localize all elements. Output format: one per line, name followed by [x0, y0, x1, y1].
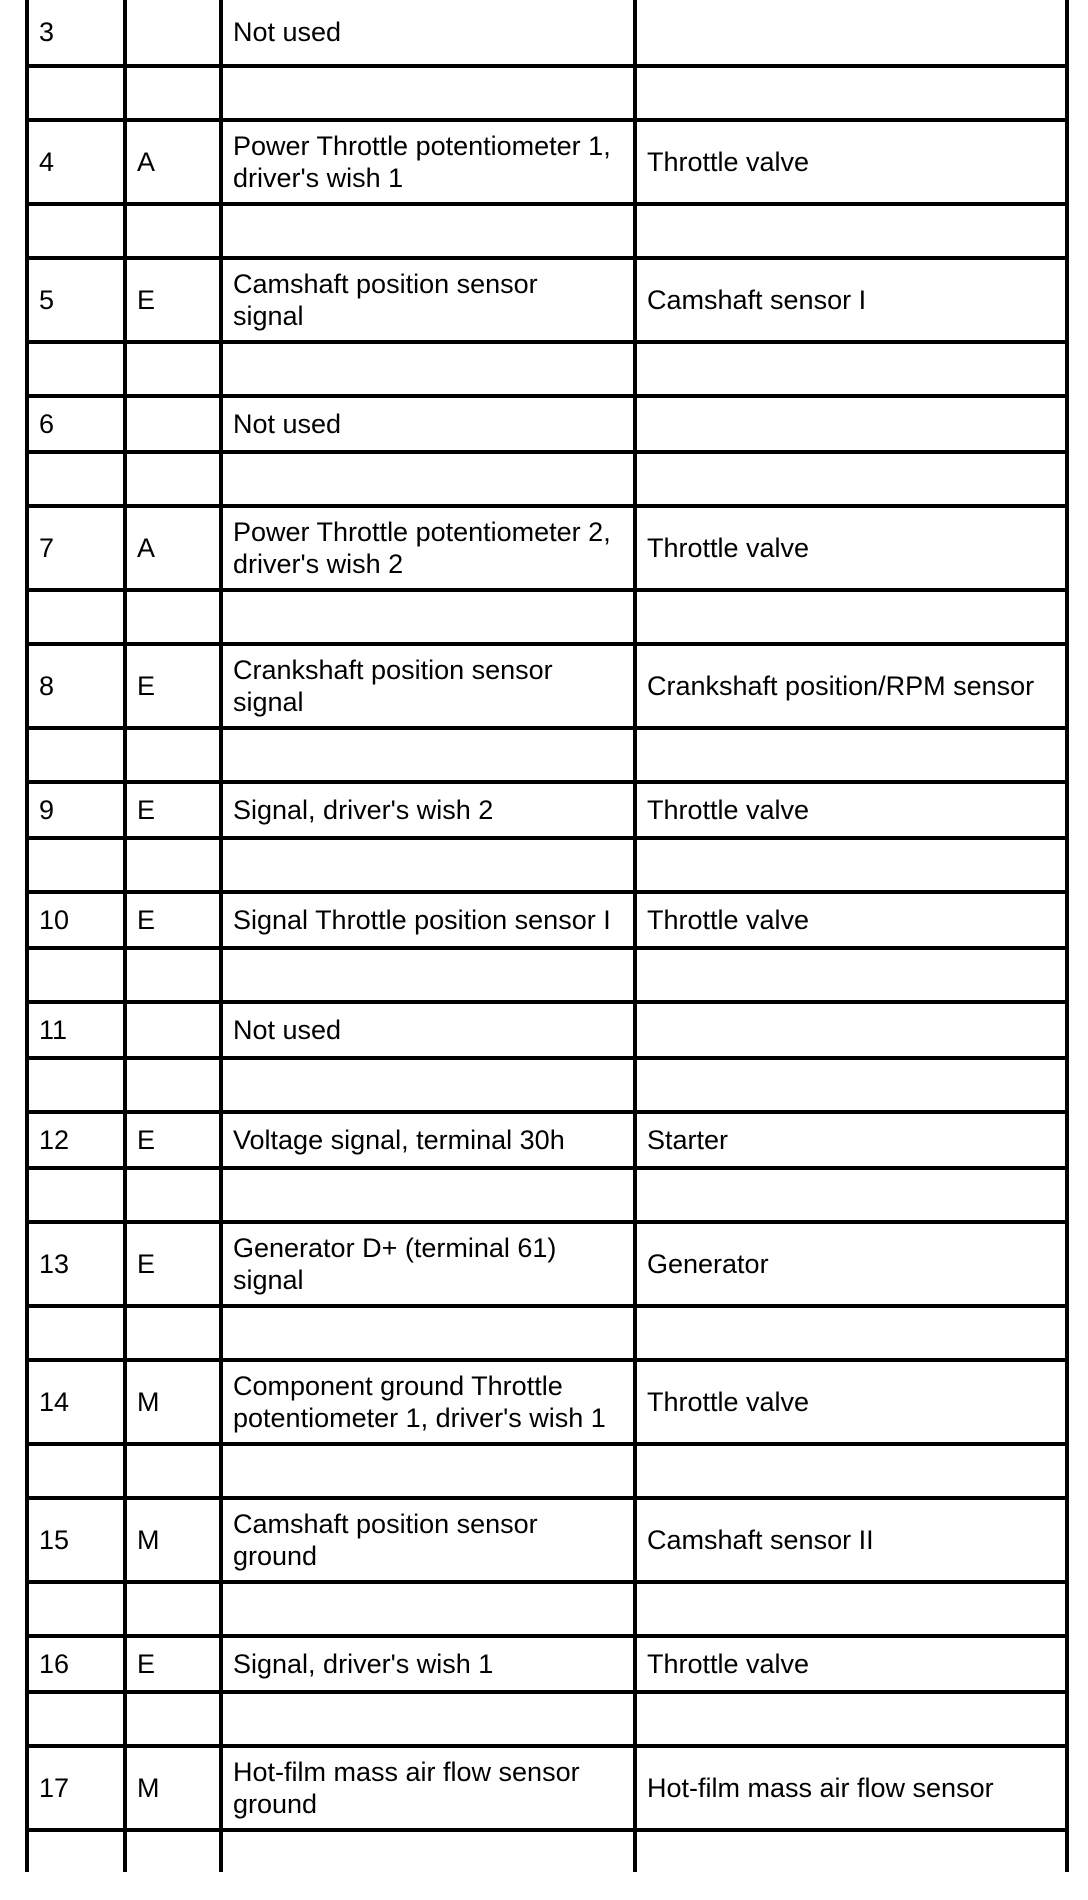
- pin-number-cell: 10: [27, 892, 125, 948]
- component-cell: Camshaft sensor II: [635, 1498, 1067, 1582]
- spacer-row: [27, 1058, 1067, 1112]
- spacer-cell: [221, 1830, 635, 1872]
- component-cell: [635, 1002, 1067, 1058]
- signal-type-cell: E: [125, 258, 221, 342]
- signal-type-cell: M: [125, 1746, 221, 1830]
- spacer-cell: [221, 66, 635, 120]
- spacer-cell: [221, 948, 635, 1002]
- spacer-cell: [125, 1692, 221, 1746]
- spacer-cell: [635, 948, 1067, 1002]
- spacer-cell: [221, 1168, 635, 1222]
- spacer-cell: [27, 1306, 125, 1360]
- spacer-cell: [125, 948, 221, 1002]
- pin-number-cell: 11: [27, 1002, 125, 1058]
- spacer-cell: [125, 1582, 221, 1636]
- component-cell: Throttle valve: [635, 120, 1067, 204]
- signal-type-cell: A: [125, 506, 221, 590]
- spacer-row: [27, 1830, 1067, 1872]
- spacer-cell: [635, 1692, 1067, 1746]
- spacer-cell: [635, 1830, 1067, 1872]
- spacer-row: [27, 66, 1067, 120]
- spacer-cell: [125, 1306, 221, 1360]
- description-cell: Not used: [221, 1002, 635, 1058]
- description-cell: Camshaft position sensor ground: [221, 1498, 635, 1582]
- spacer-cell: [27, 1444, 125, 1498]
- spacer-cell: [27, 590, 125, 644]
- pin-table-body: [27, 0, 1067, 1872]
- description-cell: Generator D+ (terminal 61) signal: [221, 1222, 635, 1306]
- signal-type-cell: E: [125, 1636, 221, 1692]
- pin-number-cell: 9: [27, 782, 125, 838]
- table-row: [27, 506, 1067, 590]
- table-row: [27, 120, 1067, 204]
- spacer-cell: [635, 452, 1067, 506]
- spacer-row: [27, 1692, 1067, 1746]
- spacer-row: [27, 1168, 1067, 1222]
- component-cell: Generator: [635, 1222, 1067, 1306]
- spacer-row: [27, 590, 1067, 644]
- description-cell: Not used: [221, 0, 635, 66]
- table-row: [27, 1112, 1067, 1168]
- signal-type-cell: [125, 396, 221, 452]
- spacer-cell: [125, 1830, 221, 1872]
- signal-type-cell: M: [125, 1360, 221, 1444]
- component-cell: Starter: [635, 1112, 1067, 1168]
- description-cell: Power Throttle potentiometer 2, driver's wish 2: [221, 506, 635, 590]
- component-cell: [635, 396, 1067, 452]
- component-cell: Throttle valve: [635, 1636, 1067, 1692]
- description-cell: Voltage signal, terminal 30h: [221, 1112, 635, 1168]
- spacer-cell: [27, 204, 125, 258]
- spacer-cell: [221, 204, 635, 258]
- spacer-row: [27, 838, 1067, 892]
- component-cell: Throttle valve: [635, 1360, 1067, 1444]
- component-cell: Crankshaft position/RPM sensor: [635, 644, 1067, 728]
- spacer-cell: [27, 948, 125, 1002]
- spacer-cell: [125, 66, 221, 120]
- spacer-cell: [27, 1692, 125, 1746]
- spacer-row: [27, 342, 1067, 396]
- spacer-cell: [635, 1058, 1067, 1112]
- spacer-cell: [635, 838, 1067, 892]
- spacer-cell: [635, 1168, 1067, 1222]
- spacer-cell: [27, 342, 125, 396]
- spacer-cell: [221, 1692, 635, 1746]
- table-row: [27, 258, 1067, 342]
- spacer-cell: [27, 838, 125, 892]
- spacer-cell: [125, 590, 221, 644]
- signal-type-cell: E: [125, 1222, 221, 1306]
- pin-number-cell: 16: [27, 1636, 125, 1692]
- signal-type-cell: E: [125, 644, 221, 728]
- spacer-cell: [27, 1058, 125, 1112]
- spacer-cell: [27, 1168, 125, 1222]
- signal-type-cell: [125, 1002, 221, 1058]
- table-row: [27, 644, 1067, 728]
- spacer-row: [27, 948, 1067, 1002]
- spacer-row: [27, 204, 1067, 258]
- table-row: [27, 892, 1067, 948]
- component-cell: Camshaft sensor I: [635, 258, 1067, 342]
- spacer-cell: [125, 204, 221, 258]
- spacer-row: [27, 1306, 1067, 1360]
- spacer-cell: [221, 342, 635, 396]
- signal-type-cell: E: [125, 782, 221, 838]
- description-cell: Camshaft position sensor signal: [221, 258, 635, 342]
- table-row: [27, 1498, 1067, 1582]
- component-cell: Throttle valve: [635, 782, 1067, 838]
- description-cell: Crankshaft position sensor signal: [221, 644, 635, 728]
- table-row: [27, 1746, 1067, 1830]
- table-row: [27, 1636, 1067, 1692]
- spacer-cell: [221, 1582, 635, 1636]
- spacer-cell: [635, 342, 1067, 396]
- spacer-cell: [635, 1582, 1067, 1636]
- spacer-cell: [635, 728, 1067, 782]
- component-cell: Throttle valve: [635, 506, 1067, 590]
- spacer-cell: [221, 1306, 635, 1360]
- table-row: [27, 1002, 1067, 1058]
- table-row: [27, 782, 1067, 838]
- spacer-cell: [27, 452, 125, 506]
- signal-type-cell: E: [125, 1112, 221, 1168]
- spacer-cell: [27, 728, 125, 782]
- table-row: [27, 396, 1067, 452]
- component-cell: Hot-film mass air flow sensor: [635, 1746, 1067, 1830]
- spacer-cell: [221, 590, 635, 644]
- description-cell: Component ground Throttle potentiometer 1, driver's wish 1: [221, 1360, 635, 1444]
- pin-number-cell: 13: [27, 1222, 125, 1306]
- signal-type-cell: [125, 0, 221, 66]
- spacer-row: [27, 1444, 1067, 1498]
- spacer-row: [27, 452, 1067, 506]
- description-cell: Signal, driver's wish 2: [221, 782, 635, 838]
- pin-assignment-table: [25, 0, 1069, 1872]
- pin-number-cell: 8: [27, 644, 125, 728]
- table-row: [27, 0, 1067, 66]
- pin-number-cell: 14: [27, 1360, 125, 1444]
- spacer-cell: [221, 728, 635, 782]
- description-cell: Signal, driver's wish 1: [221, 1636, 635, 1692]
- component-cell: Throttle valve: [635, 892, 1067, 948]
- spacer-cell: [27, 66, 125, 120]
- pin-number-cell: 6: [27, 396, 125, 452]
- spacer-cell: [635, 204, 1067, 258]
- spacer-cell: [125, 1444, 221, 1498]
- spacer-cell: [221, 838, 635, 892]
- spacer-cell: [125, 728, 221, 782]
- spacer-cell: [27, 1830, 125, 1872]
- spacer-cell: [635, 1444, 1067, 1498]
- description-cell: Signal Throttle position sensor I: [221, 892, 635, 948]
- pin-number-cell: 5: [27, 258, 125, 342]
- spacer-cell: [125, 342, 221, 396]
- table-row: [27, 1360, 1067, 1444]
- pin-number-cell: 12: [27, 1112, 125, 1168]
- description-cell: Power Throttle potentiometer 1, driver's wish 1: [221, 120, 635, 204]
- signal-type-cell: E: [125, 892, 221, 948]
- pin-number-cell: 15: [27, 1498, 125, 1582]
- description-cell: Not used: [221, 396, 635, 452]
- spacer-row: [27, 728, 1067, 782]
- pin-number-cell: 3: [27, 0, 125, 66]
- spacer-cell: [221, 1058, 635, 1112]
- table-row: [27, 1222, 1067, 1306]
- spacer-cell: [635, 590, 1067, 644]
- signal-type-cell: A: [125, 120, 221, 204]
- description-cell: Hot-film mass air flow sensor ground: [221, 1746, 635, 1830]
- spacer-cell: [635, 1306, 1067, 1360]
- pin-number-cell: 4: [27, 120, 125, 204]
- spacer-cell: [635, 66, 1067, 120]
- spacer-cell: [125, 452, 221, 506]
- spacer-cell: [221, 452, 635, 506]
- signal-type-cell: M: [125, 1498, 221, 1582]
- pin-number-cell: 7: [27, 506, 125, 590]
- pin-number-cell: 17: [27, 1746, 125, 1830]
- spacer-cell: [27, 1582, 125, 1636]
- spacer-cell: [125, 1168, 221, 1222]
- spacer-cell: [125, 838, 221, 892]
- component-cell: [635, 0, 1067, 66]
- spacer-cell: [221, 1444, 635, 1498]
- spacer-row: [27, 1582, 1067, 1636]
- spacer-cell: [125, 1058, 221, 1112]
